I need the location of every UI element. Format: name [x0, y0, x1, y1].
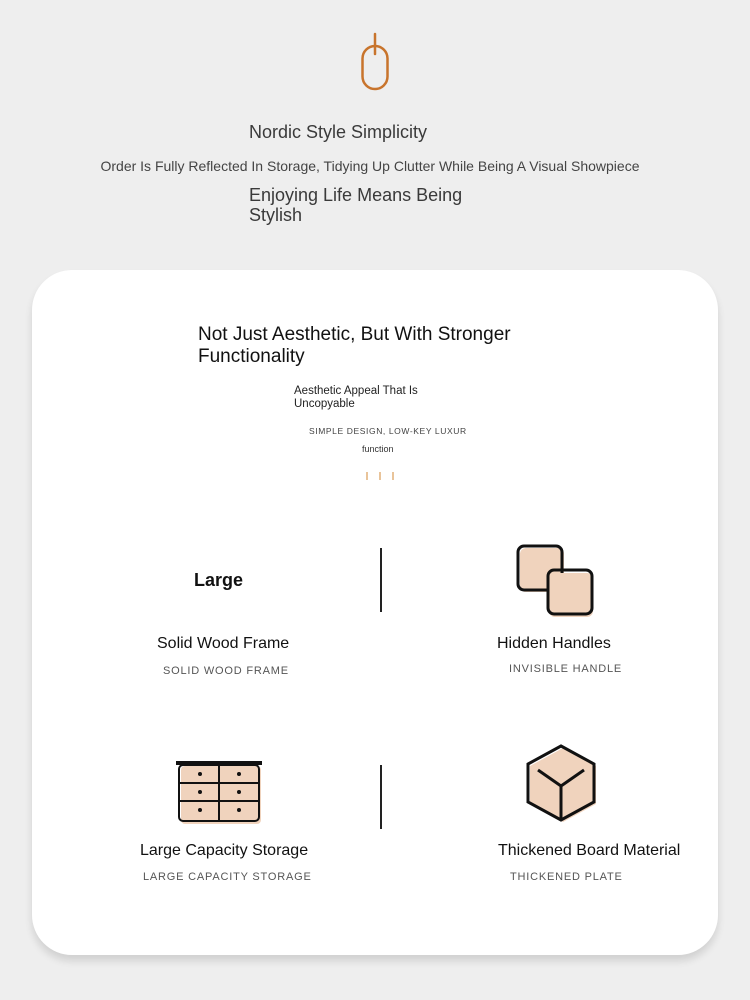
- header-title: Nordic Style Simplicity: [249, 122, 428, 142]
- hexagon-board-icon: [524, 744, 598, 822]
- overlapping-squares-icon: [515, 543, 597, 621]
- divider-top: [380, 548, 382, 612]
- feature-title-hidden-handles: Hidden Handles: [497, 635, 611, 652]
- feature-caption-thickened-board: THICKENED PLATE: [510, 871, 623, 883]
- tick-marks: [366, 472, 396, 482]
- feature-title-thickened-board: Thickened Board Material: [498, 842, 681, 859]
- large-label: Large: [194, 570, 244, 590]
- card-caption: SIMPLE DESIGN, LOW-KEY LUXUR: [309, 426, 467, 436]
- feature-caption-large-capacity: LARGE CAPACITY STORAGE: [143, 871, 312, 883]
- feature-title-large-capacity: Large Capacity Storage: [140, 842, 309, 859]
- feature-title-solid-wood: Solid Wood Frame: [157, 635, 290, 652]
- mouse-icon: [360, 32, 390, 92]
- header-subtitle: Order Is Fully Reflected In Storage, Tidying Up Clutter While Being A Visual Showpiece: [100, 158, 640, 174]
- feature-caption-hidden-handles: INVISIBLE HANDLE: [509, 663, 623, 675]
- feature-caption-solid-wood: SOLID WOOD FRAME: [163, 665, 289, 677]
- card-title: Not Just Aesthetic, But With Stronger Functionality: [198, 324, 511, 367]
- header-tagline: Enjoying Life Means Being Stylish: [249, 185, 463, 225]
- card-subtitle: Aesthetic Appeal That Is Uncopyable: [294, 385, 418, 410]
- function-label: function: [362, 444, 394, 454]
- drawer-cabinet-icon: [175, 760, 265, 826]
- divider-bottom: [380, 765, 382, 829]
